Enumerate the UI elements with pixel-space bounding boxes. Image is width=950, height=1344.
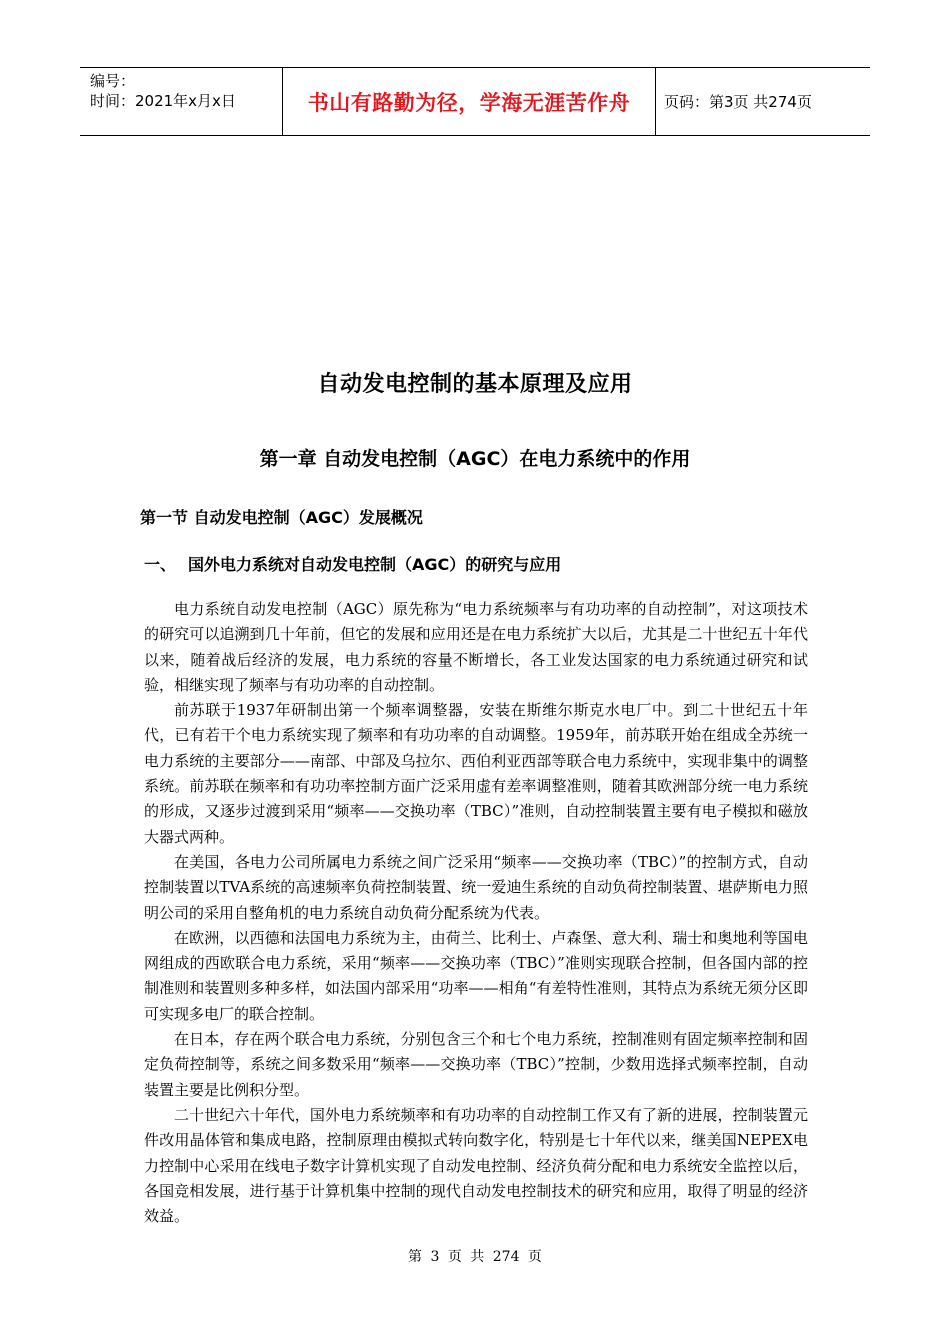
header-number: 编号：	[90, 72, 136, 90]
section-heading: 第一节 自动发电控制（AGC）发展概况	[140, 508, 423, 527]
header-time: 时间：2021年x月x日	[90, 92, 236, 110]
paragraph: 在日本，存在两个联合电力系统，分别包含三个和七个电力系统，控制准则有固定频率控制和固定负荷控制等，系统之间多数采用“频率——交换功率（TBC）”控制，少数用选择式频率控制，自动装置主要是比例积分型。	[144, 1030, 808, 1099]
header-motto: 书山有路勤为径，学海无涯苦作舟	[307, 90, 631, 115]
page-header	[80, 67, 870, 136]
subsection-title: 国外电力系统对自动发电控制（AGC）的研究与应用	[188, 555, 562, 574]
header-page-info: 页码：第3页 共274页	[664, 93, 812, 111]
header-motto-cell	[282, 68, 656, 135]
chapter-heading: 第一章 自动发电控制（AGC）在电力系统中的作用	[259, 448, 691, 470]
subsection-heading	[144, 552, 561, 575]
header-meta	[80, 68, 282, 135]
document-title: 自动发电控制的基本原理及应用	[317, 372, 633, 397]
header-page-info-cell	[656, 68, 870, 135]
paragraph: 在欧洲，以西德和法国电力系统为主，由荷兰、比利士、卢森堡、意大利、瑞士和奥地利等国电网组成的西欧联合电力系统，采用“频率——交换功率（TBC）”准则实现联合控制，但各国内部的控制准则和装置则多种多样，如法国内部采用“功率——相角“有差特性准则，其特点为系统无须分区即可实现多电厂的联合控制。	[144, 928, 808, 1023]
paragraph: 电力系统自动发电控制（AGC）原先称为“电力系统频率与有功功率的自动控制”，对这项技术的研究可以追溯到几十年前，但它的发展和应用还是在电力系统扩大以后，尤其是二十世纪五十年代以来，随着战后经济的发展，电力系统的容量不断增长，各工业发达国家的电力系统通过研究和试验，相继实现了频率与有功功率的自动控制。	[144, 600, 808, 694]
paragraph: 在美国，各电力公司所属电力系统之间广泛采用“频率——交换功率（TBC）”的控制方式，自动控制装置以TVA系统的高速频率负荷控制装置、统一爱迪生系统的自动负荷控制装置、堪萨斯电力照明公司的采用自整角机的电力系统自动负荷分配系统为代表。	[144, 852, 808, 922]
paragraph: 前苏联于1937年研制出第一个频率调整器，安装在斯维尔斯克水电厂中。到二十世纪五十年代，已有若干个电力系统实现了频率和有功功率的自动调整。1959年，前苏联开始在组成全苏统一电力系统的主要部分——南部、中部及乌拉尔、西伯利亚西部等联合电力系统中，实现非集中的调整系统。前苏联在频率和有功功率控制方面广泛采用虚有差率调整准则，随着其欧洲部分统一电力系统的形成，又逐步过渡到采用“频率——交换功率（TBC）”准则，自动控制装置主要有电子模拟和磁放大器式两种。	[144, 701, 808, 846]
body-text	[144, 597, 808, 1229]
paragraph: 二十世纪六十年代，国外电力系统频率和有功功率的自动控制工作又有了新的进展，控制装置元件改用晶体管和集成电路，控制原理由模拟式转向数字化，特别是七十年代以来，继美国NEPEX电力控制中心采用在线电子数字计算机实现了自动发电控制、经济负荷分配和电力系统安全监控以后，各国竞相发展，进行基于计算机集中控制的现代自动发电控制技术的研究和应用，取得了明显的经济效益。	[144, 1105, 808, 1226]
subsection-number: 一、	[144, 555, 177, 574]
page-footer: 第 3 页 共 274 页	[408, 1249, 542, 1265]
